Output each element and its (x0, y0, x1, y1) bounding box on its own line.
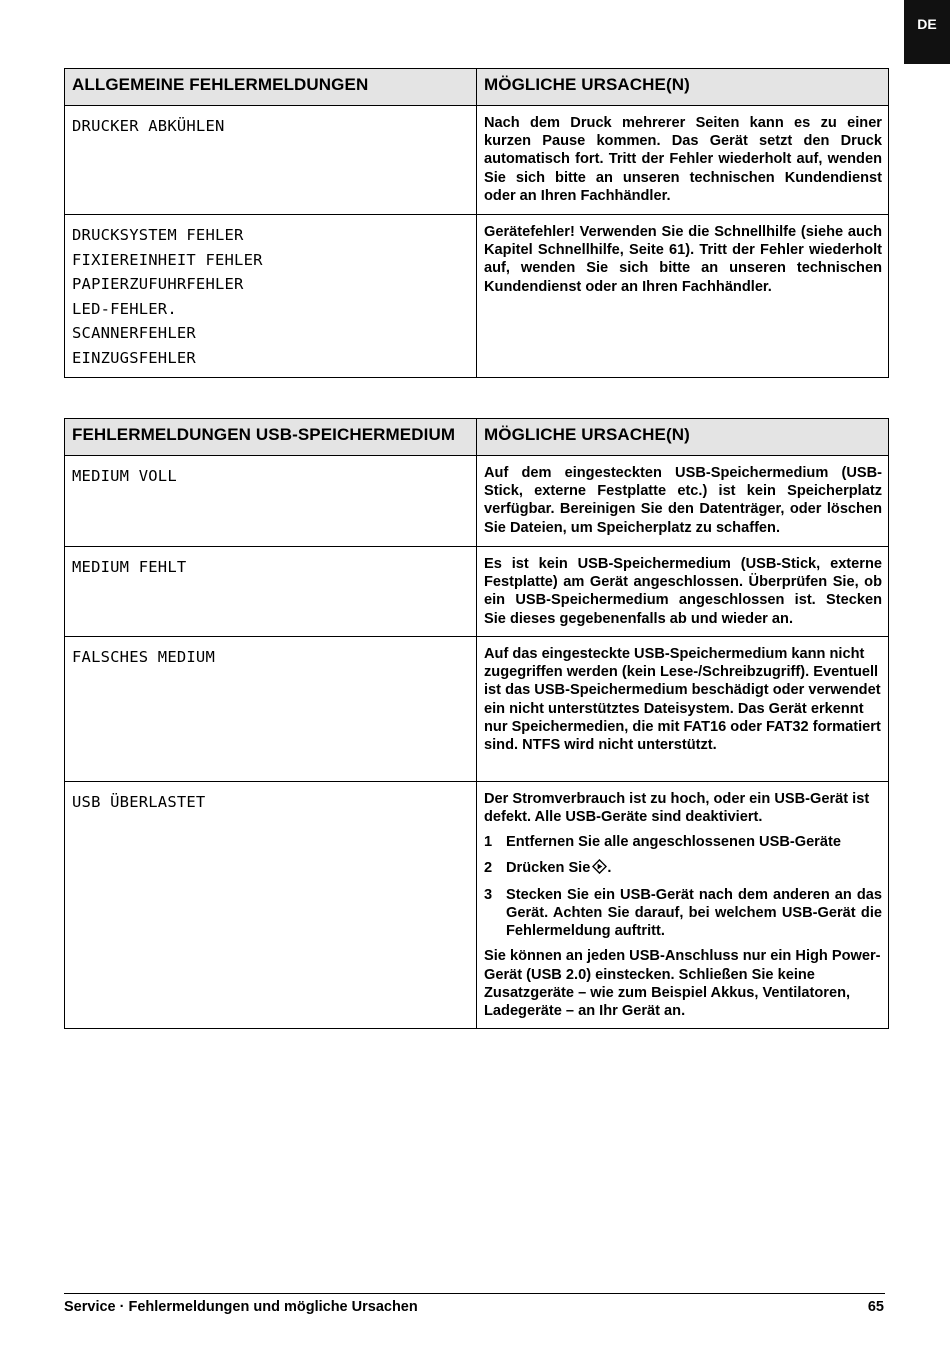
cause-outro (484, 947, 882, 1020)
error-message: MEDIUM VOLL (65, 456, 477, 547)
table-row (65, 782, 889, 1029)
cause-text-part: Sie können an jeden USB-Anschluss nur (484, 948, 771, 965)
error-message: MEDIUM FEHLT (65, 547, 477, 637)
usb-errors-table (64, 418, 889, 1029)
list-item (484, 859, 882, 879)
filesystem-ntfs: NTFS (522, 737, 561, 754)
language-label: DE (917, 16, 937, 32)
cause-text-part: formatiert sind. (484, 718, 881, 754)
error-message: SCANNERFEHLER (72, 324, 196, 343)
error-cause (477, 782, 889, 1029)
chapter-link[interactable]: Schnellhilfe (537, 242, 620, 259)
cause-text (484, 645, 882, 754)
error-cause (477, 215, 889, 378)
table-row (65, 106, 889, 215)
start-diamond-icon (592, 859, 607, 879)
general-errors-table (64, 68, 889, 378)
cause-text-start: Gerätefehler! Verwenden Sie die Schnellhilfe (siehe auch Kapitel (484, 224, 882, 259)
list-item (484, 833, 882, 851)
list-item (484, 886, 882, 941)
column-header-messages: ALLGEMEINE FEHLERMELDUNGEN (65, 69, 477, 106)
step-text: Entfernen Sie alle angeschlossenen USB-Geräte (506, 834, 841, 851)
cause-intro: Der Stromverbrauch ist zu hoch, oder ein USB-Gerät ist defekt. Alle USB-Geräte sind deaktiviert. (484, 791, 870, 826)
error-cause (477, 547, 889, 637)
error-message: FIXIEREINHEIT FEHLER (72, 250, 263, 269)
error-cause (477, 456, 889, 547)
filesystem-fat32: FAT32 (765, 718, 809, 735)
cause-text (484, 223, 882, 296)
column-header-messages: FEHLERMELDUNGEN USB-SPEICHERMEDIUM (65, 419, 477, 456)
error-message: EINZUGSFEHLER (72, 348, 196, 367)
steps-list (484, 833, 882, 940)
language-tab (904, 0, 950, 64)
cause-text-part: High Power-Gerät (USB 2.0) einstecken. Schließen Sie keine Zusatzgeräte – wie zum Beispiel Akkus, Ventilatoren, Ladegeräte – an Ihr Gerät an. (484, 948, 881, 1020)
error-message: DRUCKSYSTEM FEHLER (72, 226, 244, 244)
footer-divider (64, 1293, 885, 1294)
page-number: 65 (867, 1299, 884, 1315)
table-header-row (65, 69, 889, 106)
error-message: PAPIERZUFUHRFEHLER (72, 275, 244, 294)
table-row (65, 547, 889, 637)
cause-text-part: wird nicht unterstützt. (560, 737, 717, 754)
cause-text: Auf dem eingesteckten USB-Speichermedium (USB-Stick, externe Festplatte etc.) ist kein Speicherplatz verfügbar. Bereinigen Sie den Datenträger, oder löschen Sie Dateien, um Speicherplatz zu schaffen. (484, 465, 882, 536)
error-cause (477, 637, 889, 782)
step-text-with-icon (506, 859, 882, 879)
error-message: LED-FEHLER. (72, 299, 177, 318)
error-cause (477, 106, 889, 215)
step-text: Stecken Sie ein USB-Gerät nach dem anderen an das Gerät. Achten Sie darauf, bei welchem USB-Gerät die Fehlermeldung auftritt. (506, 886, 882, 940)
step-text: Drücken Sie (506, 859, 591, 876)
column-header-causes: MÖGLICHE URSACHE(N) (477, 419, 889, 456)
filesystem-fat16: FAT16 (683, 718, 727, 735)
error-message-list (65, 215, 477, 378)
cause-text: Nach dem Druck mehrerer Seiten kann es zu einer kurzen Pause kommen. Das Gerät setzt den Druck automatisch fort. Tritt der Fehler wiederholt auf, wenden Sie sich bitte an unseren technischen Kundendienst oder an Ihren Fachhändler. (484, 115, 882, 204)
step-number: 3 (484, 886, 493, 903)
step-number: 2 (484, 859, 493, 876)
error-message: USB ÜBERLASTET (65, 782, 477, 1029)
column-header-causes: MÖGLICHE URSACHE(N) (477, 69, 889, 106)
cause-text-end: , Seite 61). Tritt der Fehler wiederholt auf, wenden Sie sich bitte an unseren technischen Kundendienst oder an Ihren Fachhändler. (484, 242, 882, 295)
table-row (65, 215, 889, 378)
table-row (65, 456, 889, 547)
cause-text-part: oder (726, 718, 766, 735)
table-row (65, 637, 889, 782)
error-message: DRUCKER ABKÜHLEN (65, 106, 477, 215)
cause-text: Es ist kein USB-Speichermedium (USB-Stick, externe Festplatte) am Gerät angeschlossen. Überprüfen Sie, ob ein USB-Speichermedium angeschlossen ist. Stecken Sie dieses gegebenenfalls ab und wieder an. (484, 556, 882, 627)
step-suffix: . (607, 859, 612, 876)
error-message: FALSCHES MEDIUM (65, 637, 477, 782)
emphasis-ein: ein (770, 948, 792, 965)
footer-section-title: Service · Fehlermeldungen und mögliche Ursachen (64, 1299, 418, 1315)
table-header-row (65, 419, 889, 456)
step-number: 1 (484, 834, 493, 851)
cause-text-part: Auf das eingesteckte USB-Speichermedium kann nicht zugegriffen werden (kein Lese-/Schreibzugriff). Eventuell ist das USB-Speichermedium beschädigt oder verwendet ein nicht unterstütztes Dateisystem. Das Gerät erkennt nur Speichermedien, die mit (484, 646, 881, 735)
